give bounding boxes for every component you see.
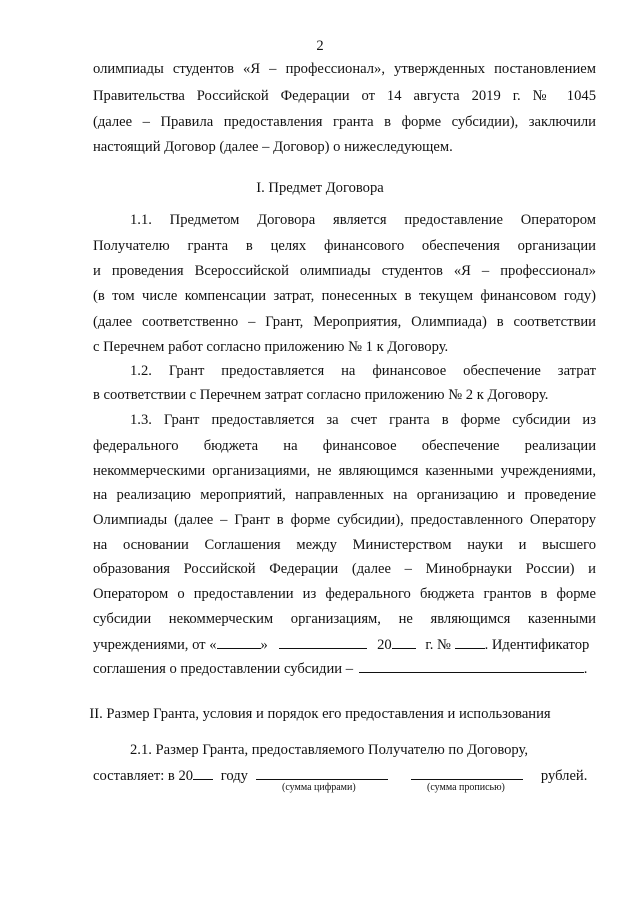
agreement-date-label: учреждениями, от « xyxy=(93,637,217,653)
paragraph-line: Оператором о предоставлении из федерального бюджета грантов в форме xyxy=(93,586,596,602)
paragraph-line: Получателю гранта в целях финансового обеспечения организации xyxy=(93,238,596,254)
agreement-number-blank[interactable] xyxy=(455,634,485,649)
paragraph-line: и проведения Всероссийской олимпиады студентов «Я – профессионал» xyxy=(93,263,596,279)
intro-line: олимпиады студентов «Я – профессионал», утвержденных постановлением xyxy=(93,61,596,77)
paragraph-line: с Перечнем работ согласно приложению № 1 к Договору. xyxy=(93,339,449,355)
amount-digits-blank[interactable] xyxy=(256,765,388,780)
paragraph-line: некоммерческими организациями, не являющимся казенными учреждениями, xyxy=(93,463,596,479)
paragraph-line: 1.1. Предметом Договора является предоставление Оператором xyxy=(130,212,596,228)
paragraph-line: (далее соответственно – Грант, Мероприятия, Олимпиада) в соответствии xyxy=(93,314,596,330)
intro-line: Правительства Российской Федерации от 14 августа 2019 г. № 1045 xyxy=(93,88,596,104)
paragraph-line: 2.1. Размер Гранта, предоставляемого Получателю по Договору, xyxy=(130,742,528,758)
section-2-title: II. Размер Гранта, условия и порядок его предоставления и использования xyxy=(89,706,551,722)
caption-amount-words: (сумма прописью) xyxy=(427,782,505,793)
intro-line: (далее – Правила предоставления гранта в форме субсидии), заключили xyxy=(93,114,596,130)
amount-words-blank[interactable] xyxy=(411,765,523,780)
section-1-title: I. Предмет Договора xyxy=(256,180,384,196)
currency-label: рублей. xyxy=(540,768,588,784)
paragraph-line: (в том числе компенсации затрат, понесенных в текущем финансовом году) xyxy=(93,288,596,304)
agreement-year-blank[interactable] xyxy=(392,634,416,649)
intro-line: настоящий Договор (далее – Договор) о нижеследующем. xyxy=(93,139,453,155)
identifier-blank[interactable] xyxy=(359,658,584,673)
amount-year-label: составляет: в 20 xyxy=(93,768,194,784)
agreement-line xyxy=(93,634,596,655)
paragraph-line: субсидии некоммерческим организациям, не являющимся казенными xyxy=(93,611,596,627)
identifier-line: соглашения о предоставлении субсидии – . xyxy=(93,658,596,679)
paragraph-line: образования Российской Федерации (далее – Минобрнауки России) и xyxy=(93,561,596,577)
paragraph-line: федерального бюджета на финансовое обеспечение реализации xyxy=(93,438,596,454)
paragraph-line: Олимпиады (далее – Грант в форме субсидии), предоставленного Оператору xyxy=(93,512,596,528)
paragraph-line: на основании Соглашения между Министерством науки и высшего xyxy=(93,537,596,553)
paragraph-line: 1.2. Грант предоставляется на финансовое обеспечение затрат xyxy=(130,363,596,379)
identifier-label: . Идентификатор xyxy=(484,637,590,653)
year-prefix: 20 xyxy=(377,637,392,653)
page-number: 2 xyxy=(316,38,324,54)
quote-close: » xyxy=(260,637,268,653)
agreement-month-blank[interactable] xyxy=(279,634,367,649)
amount-year-blank[interactable] xyxy=(193,765,213,780)
year-word: году xyxy=(220,768,248,784)
number-label: г. № xyxy=(425,637,451,653)
agreement-day-blank[interactable] xyxy=(217,634,261,649)
paragraph-line: на реализацию мероприятий, направленных на организацию и проведение xyxy=(93,487,596,503)
paragraph-line: 1.3. Грант предоставляется за счет гранта в форме субсидии из xyxy=(130,412,596,428)
paragraph-line: в соответствии с Перечнем затрат согласно приложению № 2 к Договору. xyxy=(93,387,549,403)
caption-amount-digits: (сумма цифрами) xyxy=(282,782,356,793)
identifier-caption: соглашения о предоставлении субсидии – xyxy=(93,661,354,677)
